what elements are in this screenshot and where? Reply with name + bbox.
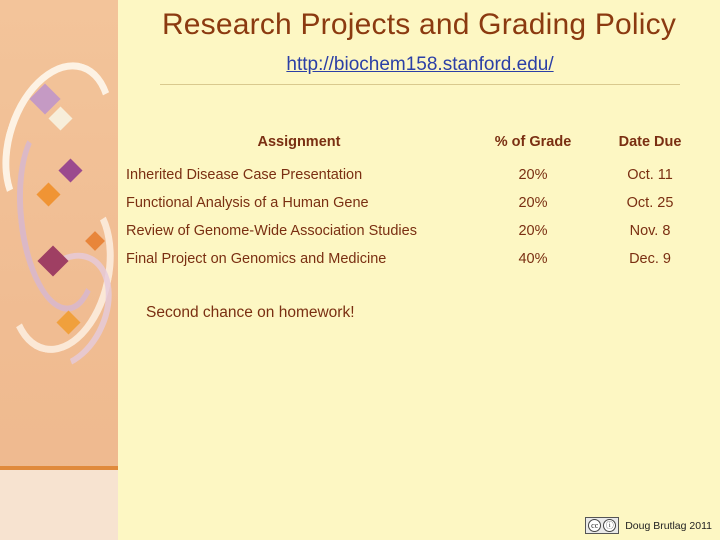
cell-grade: 40% [518,251,548,267]
table-row [126,245,706,273]
cell-grade: 20% [518,195,548,211]
copyright-credit: Doug Brutlag 2011 [625,519,712,532]
cc-attribution-icon: ⓘ [603,519,616,532]
homework-note: Second chance on homework! [146,304,355,321]
grading-table [126,134,706,273]
header-grade: % of Grade [494,134,572,150]
header-date: Date Due [618,134,682,150]
cell-assignment: Functional Analysis of a Human Gene [126,195,369,211]
creative-commons-badge [585,517,619,534]
assignments-table [126,134,706,273]
cell-date: Oct. 25 [626,195,674,211]
cell-assignment: Inherited Disease Case Presentation [126,167,363,183]
horizontal-rule [160,84,680,85]
cell-assignment: Final Project on Genomics and Medicine [126,251,387,267]
table-header-row [126,134,706,161]
course-url-link[interactable]: http://biochem158.stanford.edu/ [286,54,554,75]
table-row [126,189,706,217]
footer [585,517,712,534]
left-band-footer-area [0,470,118,540]
cc-logo-icon: cc [588,519,601,532]
cell-assignment: Review of Genome-Wide Association Studies [126,223,417,239]
cell-date: Nov. 8 [629,223,671,239]
cell-grade: 20% [518,167,548,183]
page-title: Research Projects and Grading Policy [161,8,677,41]
cell-grade: 20% [518,223,548,239]
header-assignment: Assignment [257,134,341,150]
table-row [126,217,706,245]
cell-date: Oct. 11 [627,167,673,183]
cell-date: Dec. 9 [629,251,671,267]
table-row [126,161,706,189]
course-url [160,54,680,76]
left-decorative-band [0,0,118,540]
